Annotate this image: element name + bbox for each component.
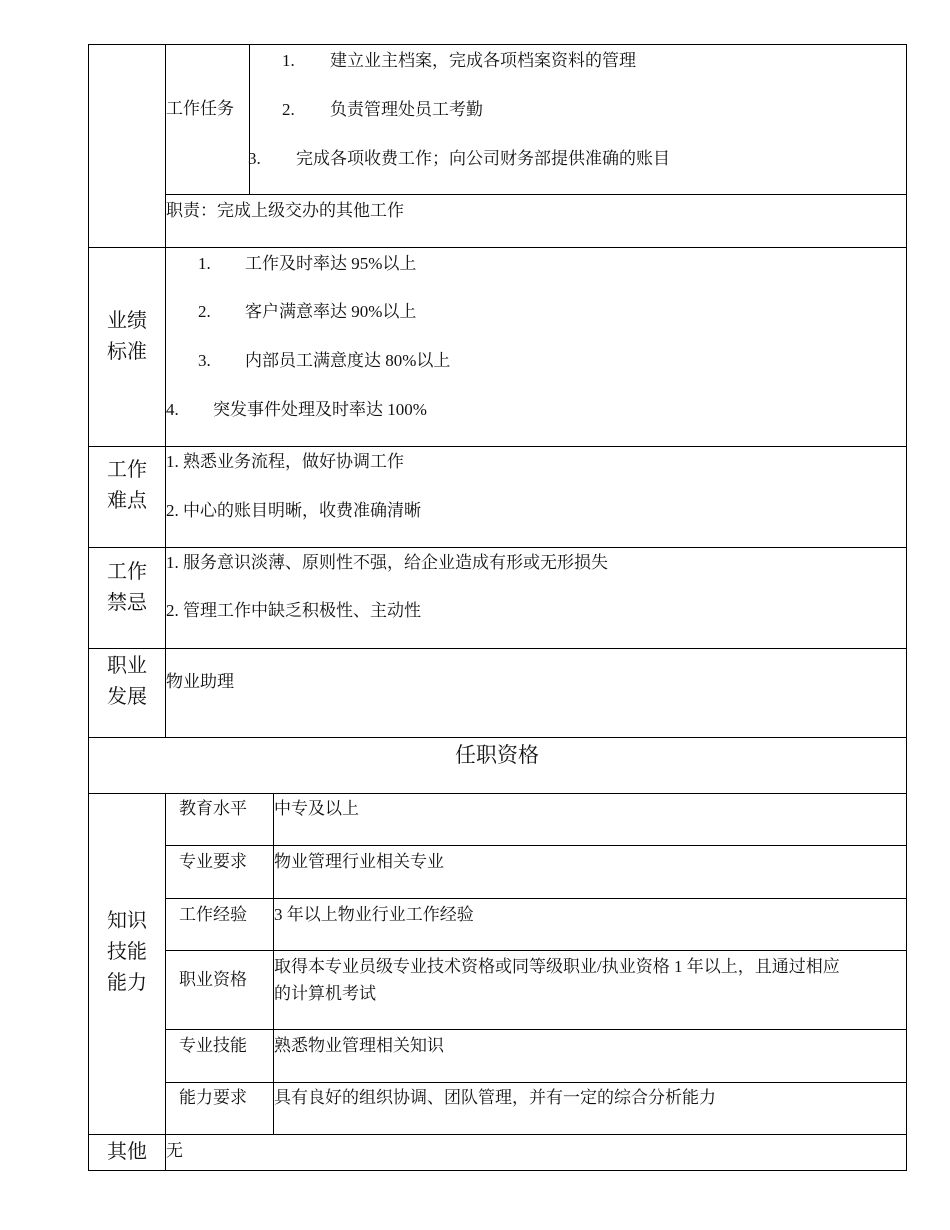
label-line: 难点 [107,490,147,512]
career-value: 物业助理 [166,672,234,691]
row-divider [88,547,907,548]
task-text: 负责管理处员工考勤 [330,100,483,119]
difficulty-item: 2. 中心的账目明晰，收费准确清晰 [166,501,421,520]
performance-item: 工作及时率达 95%以上 [245,254,417,273]
table-border-right [906,44,907,1171]
item-number: 2. [198,302,211,321]
label-line: 禁忌 [107,592,147,614]
label-line: 能力 [107,972,147,994]
career-label [89,651,165,713]
task-number: 1. [282,51,295,70]
label-line: 工作 [107,561,147,583]
row-divider [88,1134,907,1135]
performance-item: 内部员工满意度达 80%以上 [245,351,451,370]
item-number: 3. [198,351,211,370]
knowledge-row-value: 具有良好的组织协调、团队管理，并有一定的综合分析能力 [274,1088,716,1107]
task-number: 2. [282,100,295,119]
knowledge-label [89,906,165,999]
performance-item: 客户满意率达 90%以上 [245,302,417,321]
label-line: 知识 [107,910,147,932]
knowledge-row-label: 教育水平 [179,799,247,818]
work-task-label: 工作任务 [166,99,234,118]
label-line: 工作 [107,459,147,481]
knowledge-row-value: 中专及以上 [274,799,359,818]
label-line: 发展 [107,686,147,708]
row-divider [165,845,907,846]
knowledge-row-label: 职业资格 [179,970,247,989]
label-column-divider [165,44,166,737]
other-label: 其他 [107,1141,147,1163]
taboo-item: 2. 管理工作中缺乏积极性、主动性 [166,601,421,620]
knowledge-row-value: 物业管理行业相关专业 [274,852,444,871]
knowledge-row-label: 专业要求 [179,852,247,871]
difficulty-label [89,455,165,517]
work-task-divider [249,44,250,195]
row-divider [88,793,907,794]
row-divider [165,1029,907,1030]
table-border-top [88,44,907,45]
row-divider [88,446,907,447]
label-column-divider-lower [165,793,166,1171]
performance-item: 突发事件处理及时率达 100% [213,400,427,419]
knowledge-row-value-cont: 的计算机考试 [274,984,376,1003]
row-divider [165,194,907,195]
row-divider [88,247,907,248]
row-divider [165,950,907,951]
item-number: 4. [166,400,179,419]
label-line: 标准 [107,341,147,363]
difficulty-item: 1. 熟悉业务流程，做好协调工作 [166,452,404,471]
row-divider [88,648,907,649]
task-text: 建立业主档案，完成各项档案资料的管理 [330,51,636,70]
taboo-label [89,557,165,619]
knowledge-row-label: 工作经验 [179,905,247,924]
task-number: 3. [248,149,261,168]
table-border-bottom [88,1170,907,1171]
knowledge-row-label: 能力要求 [179,1088,247,1107]
qualification-title: 任职资格 [455,743,539,767]
label-line: 职业 [107,655,147,677]
task-text: 完成各项收费工作；向公司财务部提供准确的账目 [296,149,670,168]
row-divider [88,737,907,738]
other-value: 无 [166,1141,183,1160]
performance-label [89,306,165,368]
label-line: 业绩 [107,310,147,332]
responsibility-text: 职责：完成上级交办的其他工作 [166,201,404,220]
item-number: 1. [198,254,211,273]
row-divider [165,898,907,899]
taboo-item: 1. 服务意识淡薄、原则性不强，给企业造成有形或无形损失 [166,553,608,572]
knowledge-row-label: 专业技能 [179,1036,247,1055]
knowledge-row-value: 取得本专业员级专业技术资格或同等级职业/执业资格 1 年以上，且通过相应 [274,957,840,976]
knowledge-row-value: 熟悉物业管理相关知识 [274,1036,444,1055]
row-divider [165,1082,907,1083]
label-line: 技能 [107,941,147,963]
knowledge-row-value: 3 年以上物业行业工作经验 [274,905,474,924]
